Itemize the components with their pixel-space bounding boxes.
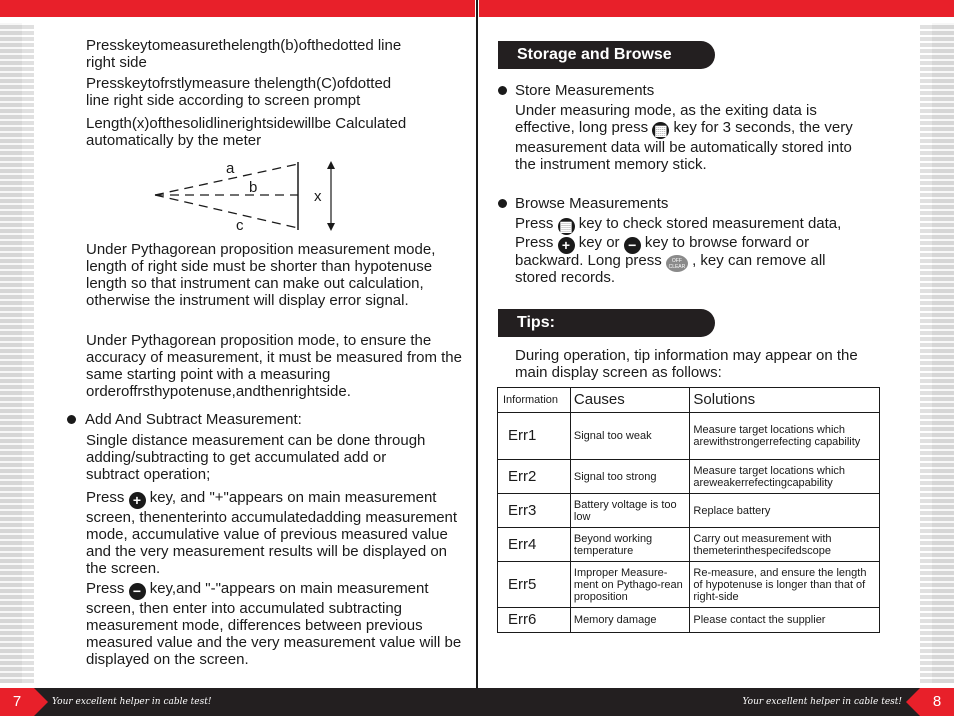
add-mode-text: key, and "+"appears on main measurement screen, thenenterinto accumulatedadding measurement mode, accumulative value of previous measured value and the very measurement results will be displayed on the screen. <box>86 489 458 577</box>
table-header-information: Information <box>498 388 571 413</box>
paragraph-pythagorean-rule: Under Pythagorean proposition measurement mode, length of right side must be shorter than hypotenuse length so that instrument can make out calculation, otherwise the instrument will display error signal. <box>86 241 436 309</box>
error-solution: Please contact the supplier <box>690 608 880 633</box>
table-row <box>498 562 880 608</box>
paragraph-add-mode <box>86 489 471 577</box>
browse-l2-pre: Press <box>515 234 554 251</box>
heading-add-subtract: Add And Subtract Measurement: <box>85 411 302 428</box>
plus-key-icon: + <box>558 237 575 254</box>
error-table <box>497 387 880 633</box>
subtract-mode-text: key,and "-"appears on main measurement screen, then enter into accumulated subtracting measurement mode, differences between previous measured value and the very measurement value will be displayed on the screen. <box>86 580 462 668</box>
table-row <box>498 608 880 633</box>
error-cause: Improper Measure-ment on Pythago-rean proposition <box>570 562 689 608</box>
paragraph-measure-b: Presskeytomeasurethelength(b)ofthedotted line right side <box>86 37 402 71</box>
store-text-pre: Under measuring mode, as the exiting data is effective, long press <box>515 102 817 136</box>
browse-l2-post: key to browse forward or <box>644 234 810 251</box>
error-code: Err3 <box>498 494 571 528</box>
ruler-left <box>0 23 34 683</box>
table-header-row <box>498 388 880 413</box>
diagram-line-c <box>155 195 298 228</box>
error-solution: Measure target locations which areweakerrefectingcapability <box>690 460 880 494</box>
slogan-left: Your excellent helper in cable test! <box>52 697 212 707</box>
bullet-add-subtract <box>67 415 76 424</box>
table-row <box>498 460 880 494</box>
minus-key-icon: − <box>129 583 146 600</box>
diagram-label-x: x <box>314 188 322 205</box>
browse-line-1 <box>515 215 895 235</box>
memory-key-icon: ▦ <box>654 122 668 138</box>
error-solution: Replace battery <box>690 494 880 528</box>
error-code: Err4 <box>498 528 571 562</box>
heading-browse-measurements: Browse Measurements <box>515 195 669 212</box>
diagram-label-a: a <box>226 160 235 177</box>
error-cause: Signal too strong <box>570 460 689 494</box>
page-number-right: 8 <box>920 688 954 716</box>
slogan-right: Your excellent helper in cable test! <box>742 697 902 707</box>
top-red-bar-right <box>479 0 954 17</box>
paragraph-subtract-mode <box>86 580 471 668</box>
table-row <box>498 528 880 562</box>
heading-store-measurements: Store Measurements <box>515 82 655 99</box>
error-code: Err1 <box>498 413 571 460</box>
browse-l1-pre: Press <box>515 215 554 232</box>
table-row <box>498 413 880 460</box>
paragraph-store <box>515 102 870 173</box>
table-header-solutions: Solutions <box>690 388 880 413</box>
browse-l1-post: key to check stored measurement data, <box>578 215 842 232</box>
browse-l3-pre: backward. Long press <box>515 252 662 269</box>
browse-l3-post: , key can remove all <box>692 252 826 269</box>
diagram-label-c: c <box>236 217 244 234</box>
add-mode-press-text: Press <box>86 489 125 506</box>
paragraph-tips: During operation, tip information may appear on the main display screen as follows: <box>515 347 858 381</box>
error-code: Err2 <box>498 460 571 494</box>
table-header-causes: Causes <box>570 388 689 413</box>
error-solution: Re-measure, and ensure the length of hypotenuse is longer than that of right-side <box>690 562 880 608</box>
browse-line-4: stored records. <box>515 269 616 286</box>
paragraph-add-subtract-intro: Single distance measurement can be done through adding/subtracting to get accumulated add or subtract operation; <box>86 432 426 483</box>
clear-key-icon: OFF CLEAR <box>666 255 688 272</box>
ruler-right <box>920 23 954 683</box>
minus-key-icon: − <box>624 237 641 254</box>
error-solution: Measure target locations which arewithstrongerrefecting capability <box>690 413 880 460</box>
memory-key-icon: ▦ <box>559 218 573 234</box>
top-red-bar-left <box>0 0 475 17</box>
error-code: Err5 <box>498 562 571 608</box>
diagram-label-b: b <box>249 179 258 196</box>
store-text-post: key for 3 seconds, the very measurement data will be automatically stored into the instrument memory stick. <box>515 119 853 173</box>
page-number-left: 7 <box>0 688 34 716</box>
section-header-tips: Tips: <box>498 309 715 337</box>
error-cause: Battery voltage is too low <box>570 494 689 528</box>
table-row <box>498 494 880 528</box>
error-cause: Beyond working temperature <box>570 528 689 562</box>
error-cause: Memory damage <box>570 608 689 633</box>
plus-key-icon: + <box>129 492 146 509</box>
bullet-store <box>498 86 507 95</box>
browse-line-2 <box>515 234 895 254</box>
error-solution: Carry out measurement with themeterinthespecifedscope <box>690 528 880 562</box>
paragraph-measure-c: Presskeytofrstlymeasure thelength(C)ofdotted line right side according to screen prompt <box>86 75 392 109</box>
pythagorean-diagram <box>150 158 350 236</box>
browse-l2-mid: key or <box>578 234 620 251</box>
paragraph-pythagorean-accuracy: Under Pythagorean proposition mode, to ensure the accuracy of measurement, it must be measured from the same starting point with a measuring orderoffrsthypotenuse,andthenrightside. <box>86 332 462 400</box>
error-code: Err6 <box>498 608 571 633</box>
bullet-browse <box>498 199 507 208</box>
subtract-mode-press-text: Press <box>86 580 125 597</box>
section-header-storage: Storage and Browse <box>498 41 715 69</box>
paragraph-length-x: Length(x)ofthesolidlinerightsidewillbe Calculated automatically by the meter <box>86 115 407 149</box>
page-divider <box>476 0 478 690</box>
error-cause: Signal too weak <box>570 413 689 460</box>
